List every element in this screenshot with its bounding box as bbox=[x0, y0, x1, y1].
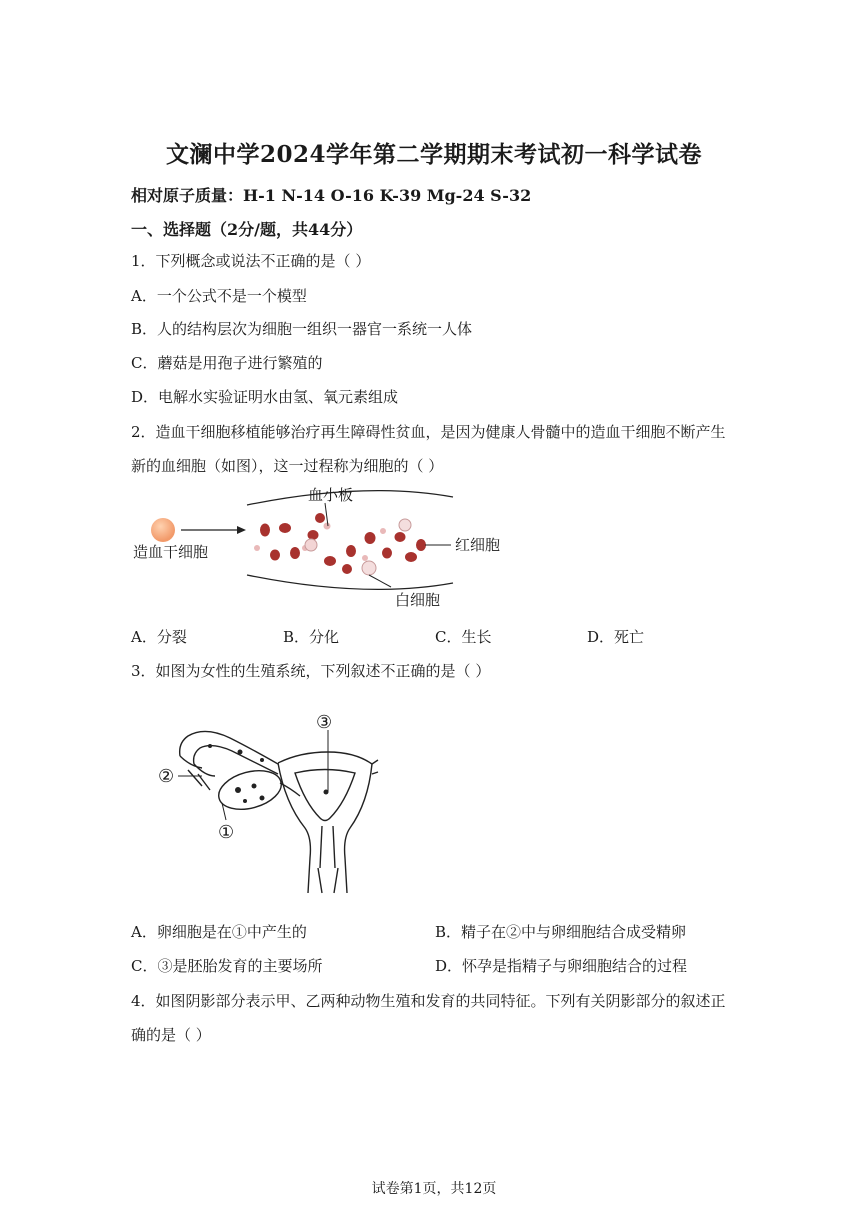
q4-stem-line2: 确的是（ ） bbox=[131, 1026, 211, 1044]
q1-stem: 1．下列概念或说法不正确的是（ ） bbox=[131, 252, 371, 270]
q2-option-b: B．分化 bbox=[283, 628, 340, 646]
q1-option-b: B．人的结构层次为细胞一组织一器官一系统一人体 bbox=[131, 320, 473, 338]
reproductive-system-figure bbox=[150, 708, 390, 903]
exam-title: 文澜中学2024学年第二学期期末考试初一科学试卷 bbox=[165, 141, 702, 168]
label-platelet: 血小板 bbox=[308, 486, 354, 504]
wbc-pointer bbox=[369, 575, 391, 587]
q2-option-a: A．分裂 bbox=[131, 628, 187, 646]
section-heading: 一、选择题（2分/题，共44分） bbox=[131, 220, 363, 239]
q2-option-d: D．死亡 bbox=[587, 628, 645, 646]
arrow-head bbox=[237, 526, 246, 534]
blood-cell-figure bbox=[125, 483, 525, 613]
vessel-bottom-wall bbox=[247, 575, 453, 589]
q3-option-c: C．③是胚胎发育的主要场所 bbox=[131, 957, 323, 975]
label-2: ② bbox=[158, 766, 175, 787]
label-white-cell: 白细胞 bbox=[395, 591, 441, 609]
q3-option-b: B．精子在②中与卵细胞结合成受精卵 bbox=[435, 923, 687, 941]
q2-option-c: C．生长 bbox=[435, 628, 492, 646]
page-footer: 试卷第1页，共12页 bbox=[371, 1181, 497, 1197]
label-stem-cell: 造血干细胞 bbox=[133, 543, 209, 561]
atomic-mass-line: 相对原子质量：H-1 N-14 O-16 K-39 Mg-24 S-32 bbox=[131, 186, 532, 205]
q1-option-a: A．一个公式不是一个模型 bbox=[131, 287, 307, 305]
label-1: ① bbox=[218, 822, 235, 843]
uterus-outline bbox=[180, 731, 378, 893]
q2-stem-line1: 2．造血干细胞移植能够治疗再生障碍性贫血，是因为健康人骨髓中的造血干细胞不断产生 bbox=[131, 423, 726, 441]
q3-stem: 3．如图为女性的生殖系统，下列叙述不正确的是（ ） bbox=[131, 662, 491, 680]
q3-option-a: A．卵细胞是在①中产生的 bbox=[131, 923, 307, 941]
q3-option-d: D．怀孕是指精子与卵细胞结合的过程 bbox=[435, 957, 688, 975]
q1-option-c: C．蘑菇是用孢子进行繁殖的 bbox=[131, 354, 323, 372]
q1-option-d: D．电解水实验证明水由氢、氧元素组成 bbox=[131, 388, 399, 406]
stem-cell-shape bbox=[151, 518, 175, 542]
label-red-cell: 红细胞 bbox=[455, 536, 501, 554]
q2-stem-line2: 新的血细胞（如图），这一过程称为细胞的（ ） bbox=[131, 457, 444, 475]
q4-stem-line1: 4．如图阴影部分表示甲、乙两种动物生殖和发育的共同特征。下列有关阴影部分的叙述正 bbox=[131, 992, 726, 1010]
white-cells bbox=[305, 519, 411, 575]
label-3: ③ bbox=[316, 712, 333, 733]
